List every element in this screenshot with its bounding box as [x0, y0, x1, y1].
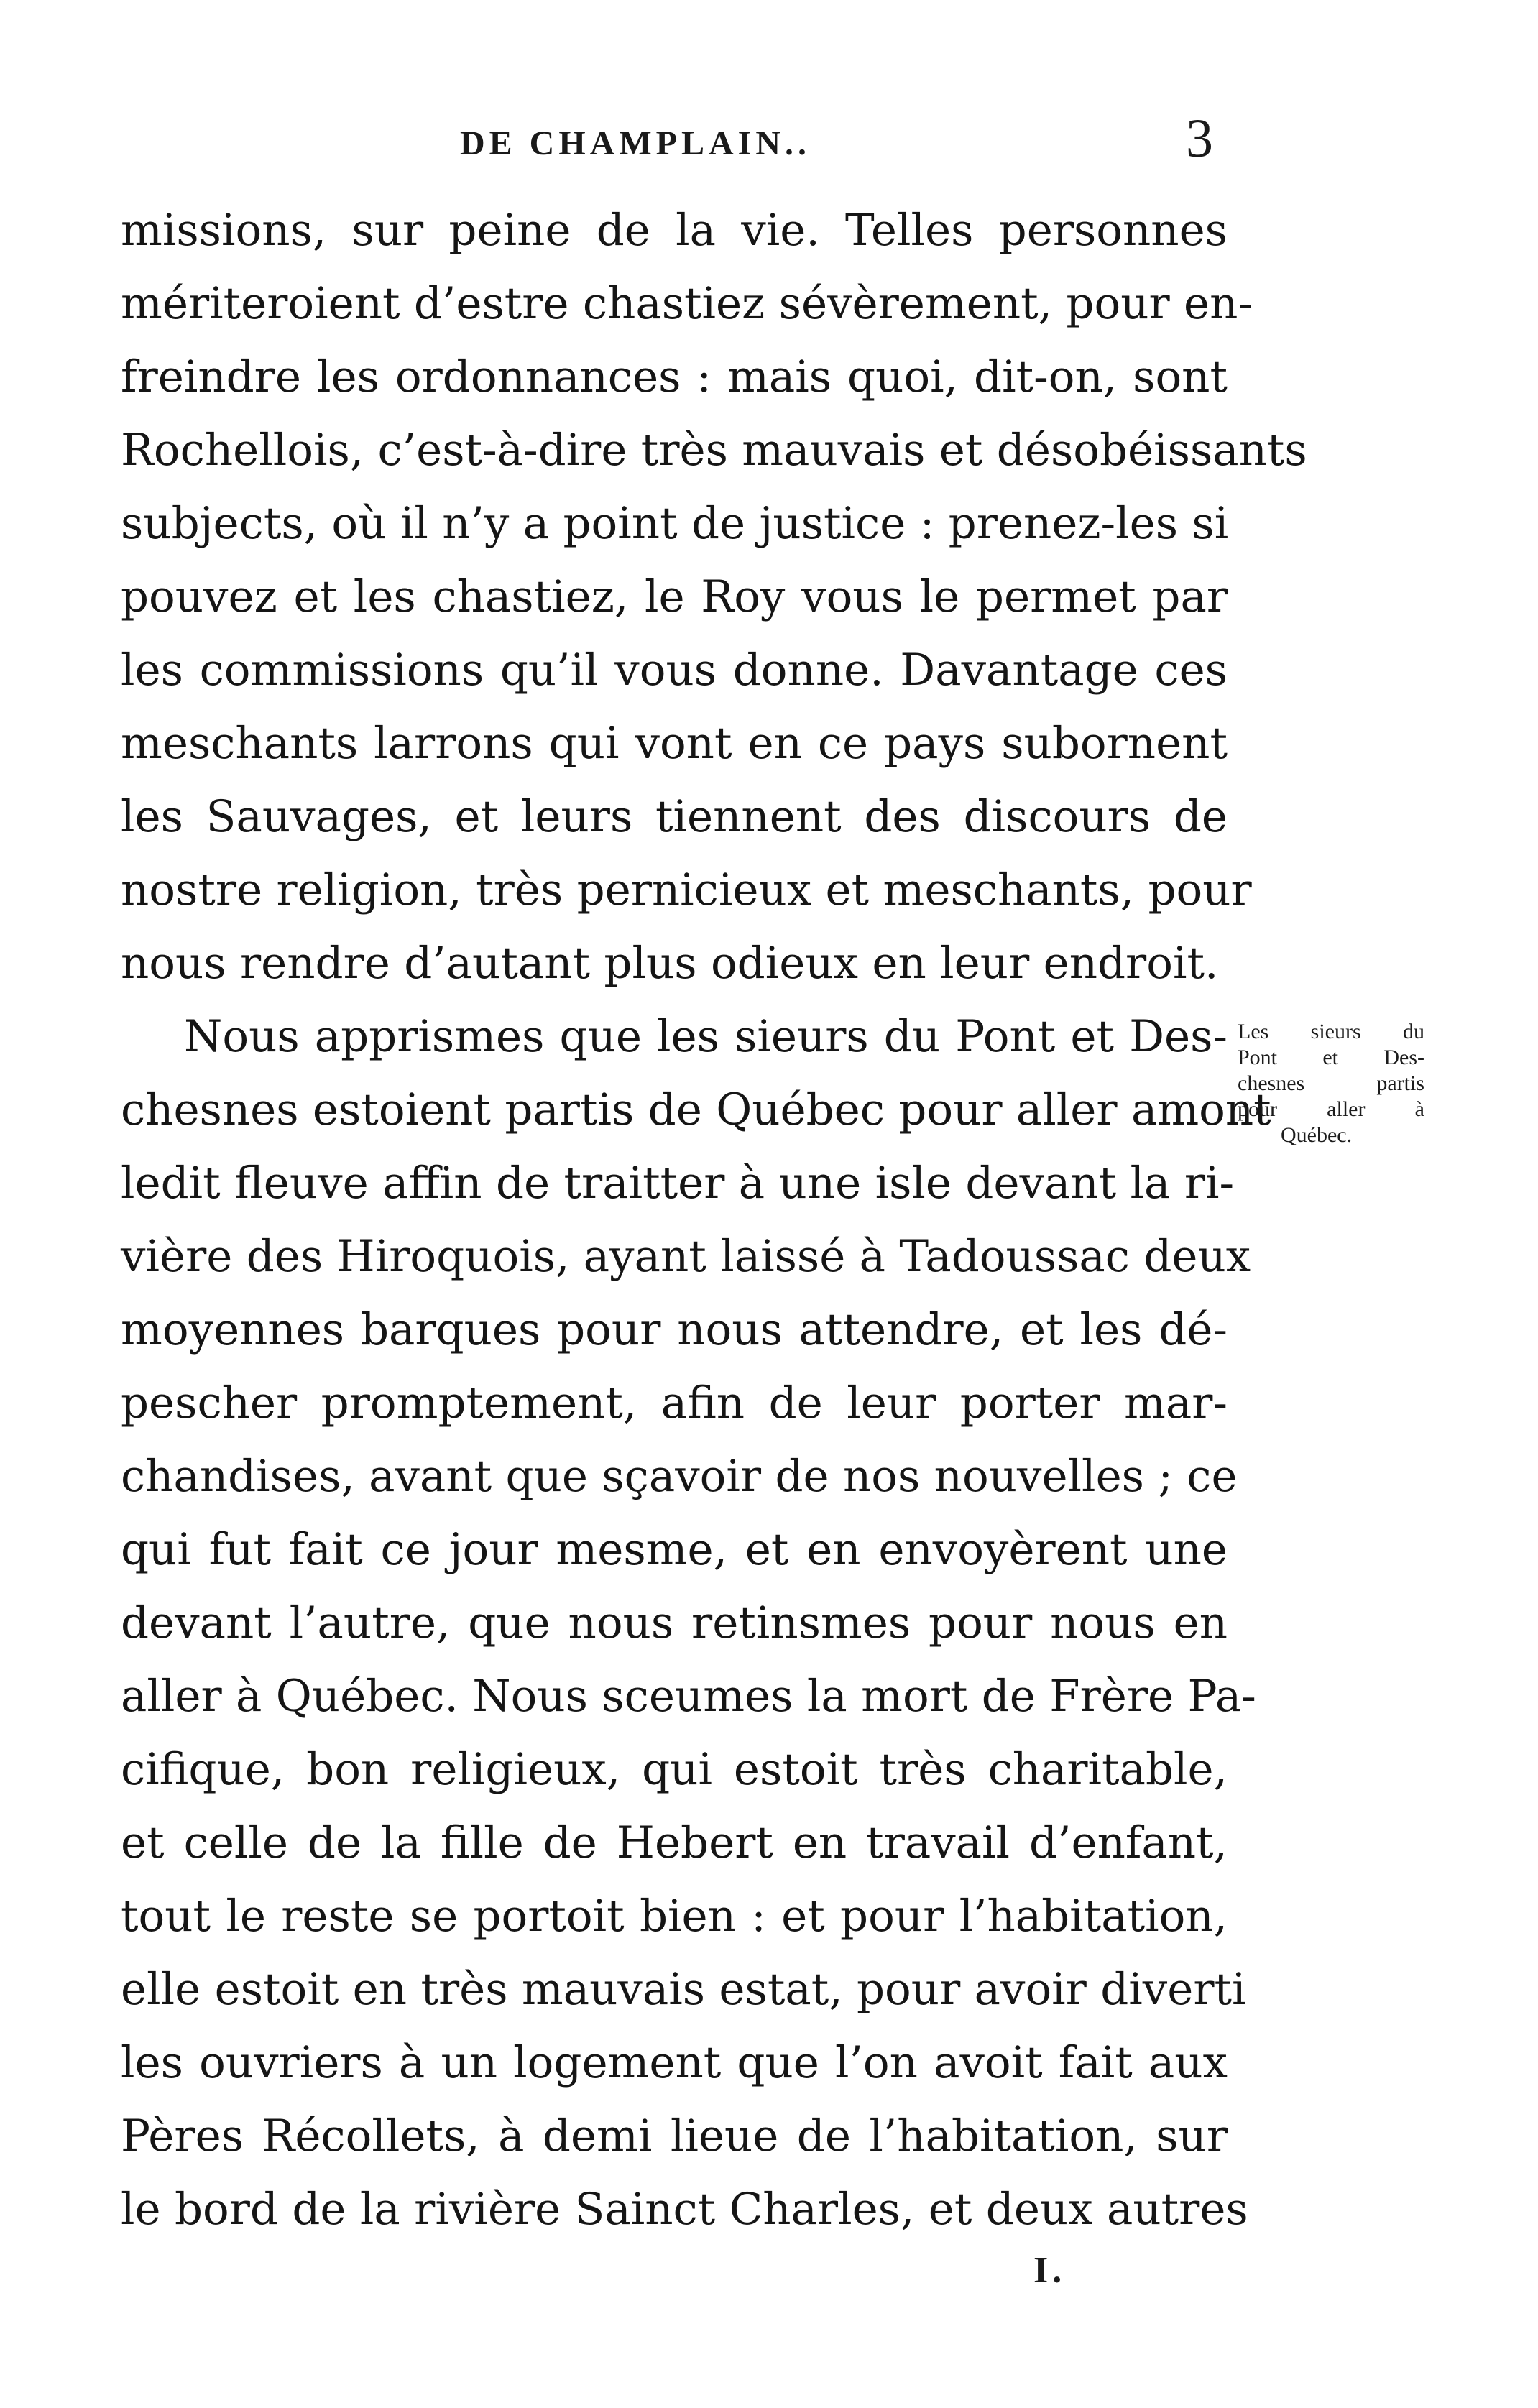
body-line: cifique, bon religieux, qui estoit très charitable,	[121, 1744, 1228, 1795]
body-line: qui fut fait ce jour mesme, et en envoyèrent une	[121, 1524, 1228, 1575]
page-number: 3	[1186, 109, 1213, 169]
body-line: Rochellois, c’est-à-dire très mauvais et désobéissants	[121, 425, 1307, 476]
body-line: meschants larrons qui vont en ce pays subornent	[121, 718, 1228, 769]
body-line: le bord de la rivière Sainct Charles, et deux autres	[121, 2184, 1248, 2235]
body-line: mériteroient d’estre chastiez sévèrement, pour en-	[121, 278, 1253, 329]
body-line: subjects, où il n’y a point de justice : prenez-les si	[121, 498, 1229, 549]
body-line: tout le reste se portoit bien : et pour l’habitation,	[121, 1891, 1228, 1942]
body-line: chesnes estoient partis de Québec pour aller amont	[121, 1084, 1271, 1135]
body-line: et celle de la fille de Hebert en travail d’enfant,	[121, 1817, 1228, 1868]
marginal-note-line: Les sieurs du	[1238, 1020, 1424, 1043]
body-line: vière des Hiroquois, ayant laissé à Tadoussac deux	[121, 1231, 1251, 1282]
body-line: Pères Récollets, à demi lieue de l’habitation, sur	[121, 2111, 1228, 2162]
marginal-note-line: pour aller à	[1238, 1097, 1424, 1121]
running-head: DE CHAMPLAIN..	[460, 124, 811, 162]
body-line: nostre religion, très pernicieux et meschants, pour	[121, 864, 1252, 915]
body-line: les ouvriers à un logement que l’on avoit fait aux	[121, 2037, 1228, 2088]
body-line: chandises, avant que sçavoir de nos nouvelles ; ce	[121, 1451, 1238, 1502]
body-line: aller à Québec. Nous sceumes la mort de Frère Pa-	[121, 1671, 1256, 1722]
signature-mark: I.	[1033, 2250, 1067, 2291]
body-line: pescher promptement, afin de leur porter mar-	[121, 1378, 1228, 1429]
body-line: elle estoit en très mauvais estat, pour avoir diverti	[121, 1964, 1246, 2015]
body-line: moyennes barques pour nous attendre, et les dé-	[121, 1304, 1228, 1355]
body-line: devant l’autre, que nous retinsmes pour nous en	[121, 1597, 1228, 1648]
body-line: Nous apprismes que les sieurs du Pont et Des-	[184, 1011, 1228, 1062]
body-line: ledit fleuve affin de traitter à une isle devant la ri-	[121, 1158, 1235, 1209]
marginal-note	[1238, 1019, 1424, 1148]
body-line: nous rendre d’autant plus odieux en leur endroit.	[121, 938, 1219, 989]
body-line: les commissions qu’il vous donne. Davantage ces	[121, 645, 1228, 696]
marginal-note-line: Pont et Des-	[1238, 1046, 1424, 1069]
body-line: freindre les ordonnances : mais quoi, dit-on, sont	[121, 351, 1228, 402]
body-line: les Sauvages, et leurs tiennent des discours de	[121, 791, 1228, 842]
body-line: missions, sur peine de la vie. Telles personnes	[121, 205, 1228, 256]
body-line: pouvez et les chastiez, le Roy vous le permet par	[121, 571, 1228, 622]
body-text	[121, 194, 1307, 2246]
marginal-note-line: Québec.	[1281, 1123, 1353, 1147]
marginal-note-line: chesnes partis	[1238, 1071, 1424, 1095]
